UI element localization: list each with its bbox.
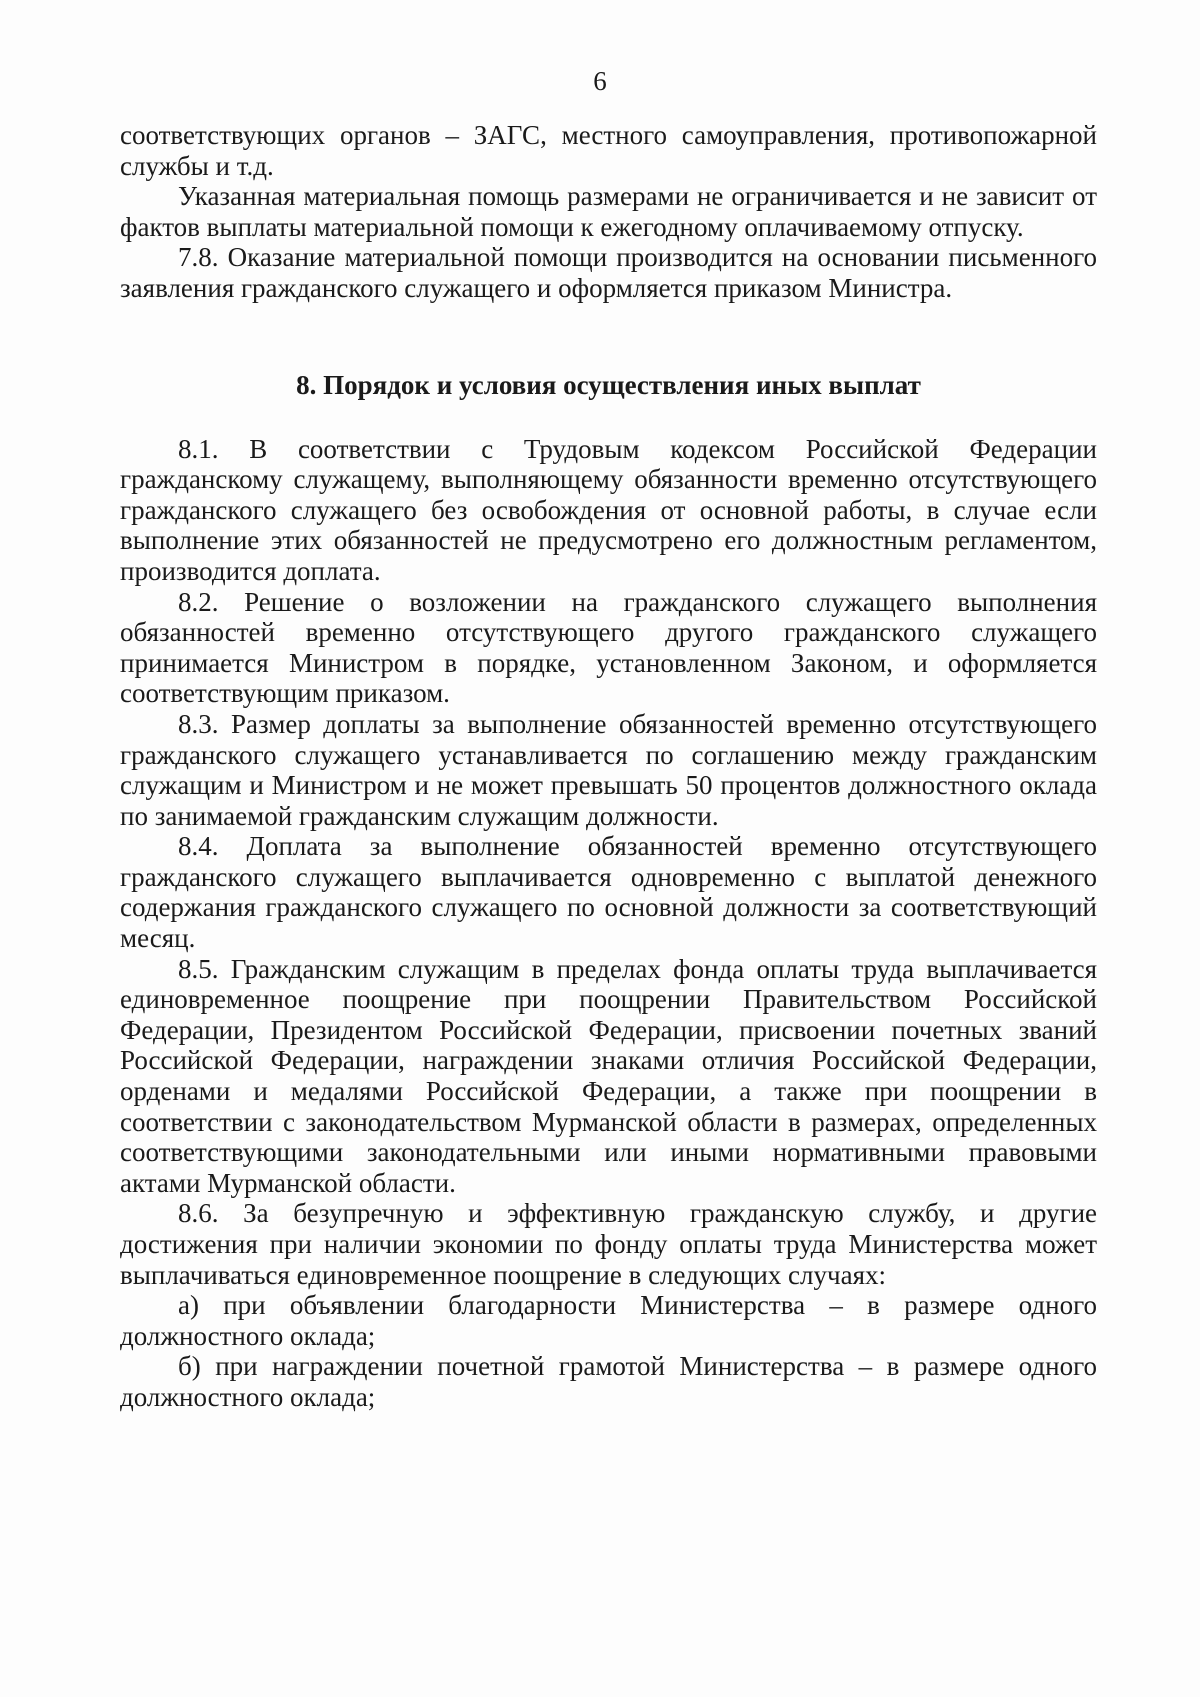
- paragraph-8-2: 8.2. Решение о возложении на гражданского служащего выполнения обязанностей временно отсутствующего другого гражданского служащего принимается Министром в порядке, установленном Законом, и оформляется соответствующим приказом.: [120, 586, 1097, 709]
- paragraph-7-8: 7.8. Оказание материальной помощи производится на основании письменного заявления гражданского служащего и оформляется приказом Министра.: [120, 242, 1097, 303]
- paragraph-8-6: 8.6. За безупречную и эффективную гражданскую службу, и другие достижения при наличии экономии по фонду оплаты труда Министерства может выплачиваться единовременное поощрение в следующих случаях:: [120, 1198, 1097, 1290]
- paragraph-8-1: 8.1. В соответствии с Трудовым кодексом Российской Федерации гражданскому служащему, выполняющему обязанности временно отсутствующего гражданского служащего без освобождения от основной работы, в случае если выполнение этих обязанностей не предусмотрено его должностным регламентом, производится доплата.: [120, 433, 1097, 586]
- paragraph-8-5: 8.5. Гражданским служащим в пределах фонда оплаты труда выплачивается единовременное поощрение при поощрении Правительством Российской Федерации, Президентом Российской Федерации, присвоении почетных званий Российской Федерации, награждении знаками отличия Российской Федерации, орденами и медалями Российской Федерации, а также при поощрении в соответствии с законодательством Мурманской области в размерах, определенных соответствующими законодательными или иными нормативными правовыми актами Мурманской области.: [120, 953, 1097, 1198]
- paragraph-continuation: соответствующих органов – ЗАГС, местного самоуправления, противопожарной службы и т.д.: [120, 120, 1097, 181]
- list-item-a: а) при объявлении благодарности Министерства – в размере одного должностного оклада;: [120, 1290, 1097, 1351]
- section-heading: 8. Порядок и условия осуществления иных выплат: [296, 369, 921, 400]
- paragraph-aid-limit: Указанная материальная помощь размерами не ограничивается и не зависит от фактов выплаты материальной помощи к ежегодному оплачиваемому отпуску.: [120, 181, 1097, 242]
- paragraph-8-4: 8.4. Доплата за выполнение обязанностей временно отсутствующего гражданского служащего выплачивается одновременно с выплатой денежного содержания гражданского служащего по основной должности за соответствующий месяц.: [120, 831, 1097, 954]
- list-item-b: б) при награждении почетной грамотой Министерства – в размере одного должностного оклада;: [120, 1351, 1097, 1412]
- document-body: [120, 120, 1097, 1413]
- page-number: 6: [593, 66, 607, 96]
- paragraph-8-3: 8.3. Размер доплаты за выполнение обязанностей временно отсутствующего гражданского служащего устанавливается по соглашению между гражданским служащим и Министром и не может превышать 50 процентов должностного оклада по занимаемой гражданским служащим должности.: [120, 708, 1097, 831]
